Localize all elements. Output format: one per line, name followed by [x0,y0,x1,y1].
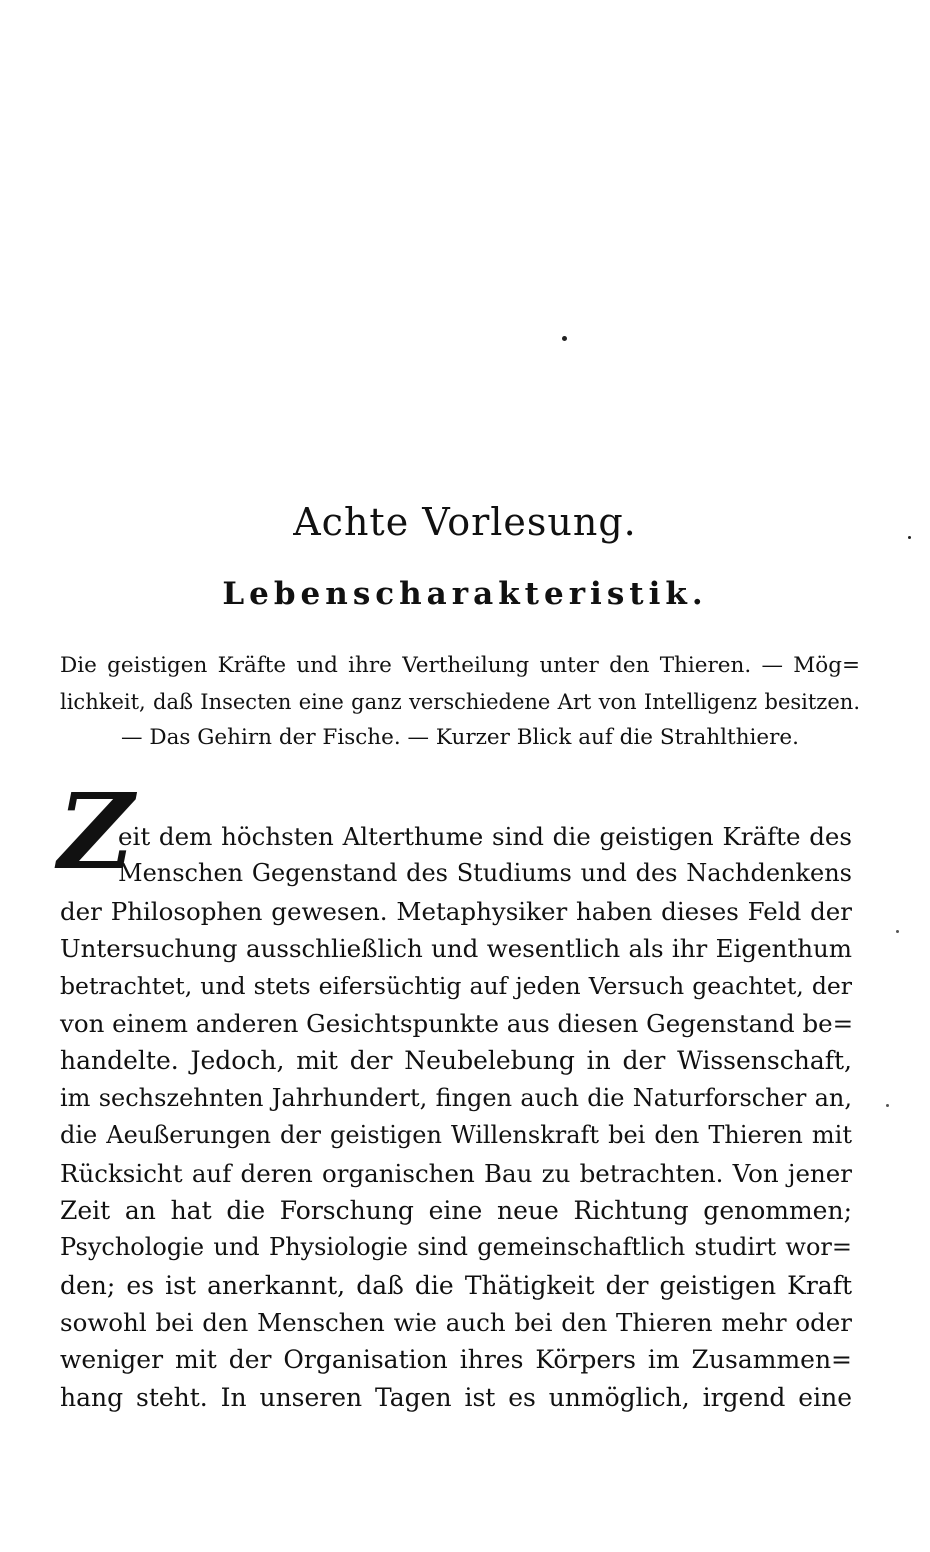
summary-line: — Das Gehirn der Fische. — Kurzer Blick auf die Strahlthiere. [121,725,799,750]
text-line: Menschen Gegenstand des Studiums und des Nachdenkens [118,859,852,888]
lecture-subtitle: Lebenscharakteristik. [222,576,708,612]
text-line: Rücksicht auf deren organischen Bau zu betrachten. Von jener [60,1158,852,1188]
text-line: handelte. Jedoch, mit der Neubelebung in der Wissenschaft, [60,1046,852,1076]
text-line: von einem anderen Gesichtspunkte aus diesen Gegenstand be= [60,1008,854,1038]
text-line: weniger mit der Organisation ihres Körpers im Zusammen= [60,1345,852,1375]
body-paragraph [60,818,852,1416]
text-line: Psychologie und Physiologie sind gemeinschaftlich studirt wor= [60,1233,852,1262]
text-line: hang steht. In unseren Tagen ist es unmöglich, irgend eine [60,1382,852,1412]
chapter-summary [60,648,860,756]
text-line: Untersuchung ausschließlich und wesentlich als ihr Eigenthum [60,934,852,964]
lecture-title: Achte Vorlesung. [293,500,637,544]
summary-line: lichkeit, daß Insecten eine ganz verschiedene Art von Intelligenz besitzen. [60,690,860,714]
text-line: eit dem höchsten Alterthume sind die geistigen Kräfte des [118,822,852,851]
text-line: sowohl bei den Menschen wie auch bei den Thieren mehr oder [60,1308,852,1338]
text-line: Zeit an hat die Forschung eine neue Richtung genommen; [60,1195,852,1225]
text-line: den; es ist anerkannt, daß die Thätigkeit der geistigen Kraft [60,1270,852,1300]
drop-cap-initial: Z [58,770,134,893]
text-line: die Aeußerungen der geistigen Willenskraft bei den Thieren mit [60,1121,852,1150]
ink-speck [562,336,567,341]
text-line: betrachtet, und stets eifersüchtig auf jeden Versuch geachtet, der [60,971,852,1000]
ink-speck [886,1104,889,1107]
text-line: im sechszehnten Jahrhundert, fingen auch die Naturforscher an, [60,1083,852,1112]
summary-line: Die geistigen Kräfte und ihre Vertheilung unter den Thieren. — Mög= [60,653,860,678]
text-line: der Philosophen gewesen. Metaphysiker haben dieses Feld der [60,896,852,926]
ink-speck [896,930,899,933]
